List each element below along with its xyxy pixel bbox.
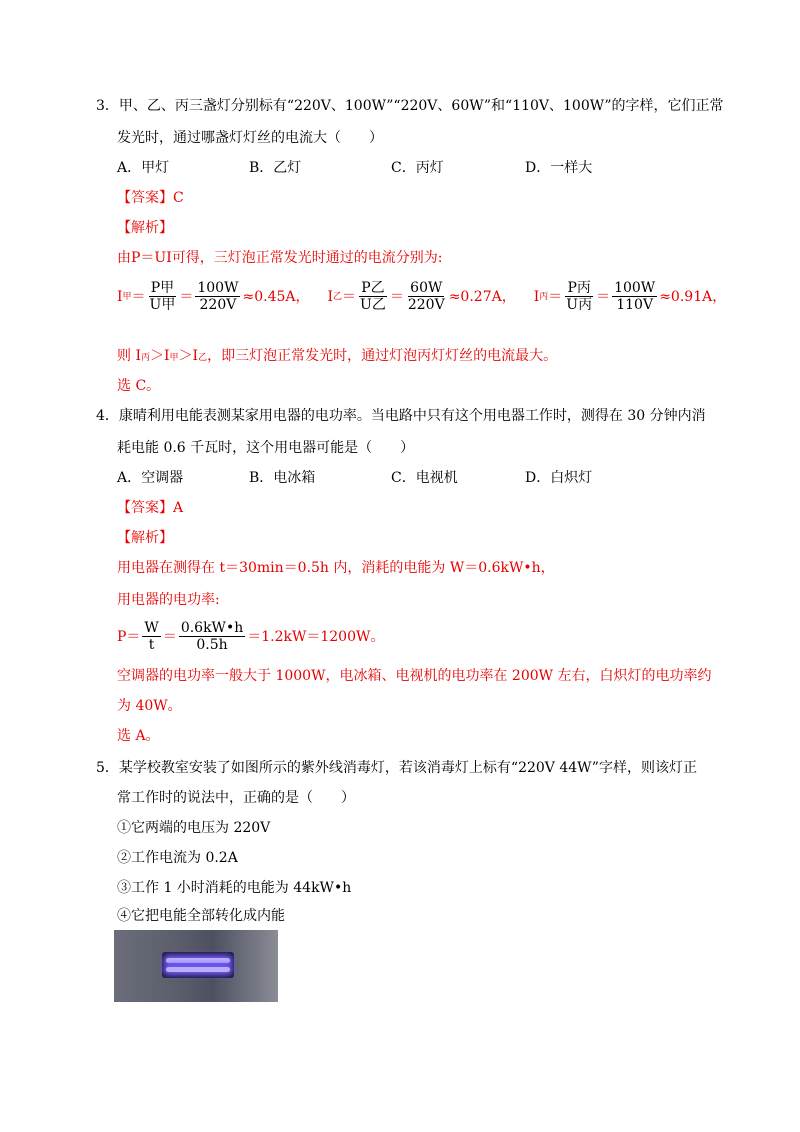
fraction-numerator: P甲	[150, 280, 175, 296]
q3-option-c: C．丙灯	[391, 160, 444, 176]
q5-statement-4: ④它把电能全部转化成内能	[117, 908, 285, 924]
q5-stem-line1: 5．某学校教室安装了如图所示的紫外线消毒灯，若该消毒灯上标有“220V 44W”字样，则该灯正	[96, 760, 697, 776]
fraction-denominator: U甲	[149, 297, 176, 313]
q3-analysis-line1: 由P＝UI可得，三灯泡正常发光时通过的电流分别为:	[117, 250, 443, 266]
q4-stem-line2: 耗电能 0.6 千瓦时，这个用电器可能是（ ）	[117, 440, 415, 456]
fraction	[612, 280, 657, 313]
text-part: ＞I	[150, 348, 170, 364]
q3-formula-1	[117, 280, 310, 313]
q3-formula-3	[534, 280, 727, 313]
formula-subscript: 丙	[539, 291, 549, 302]
q4-option-d: D．白炽灯	[525, 470, 593, 486]
q4-analysis-line4: 为 40W。	[117, 698, 182, 714]
text-part: ，即三灯泡正常发光时，通过灯泡丙灯灯丝的电流最大。	[207, 348, 558, 364]
fraction-numerator: P乙	[361, 280, 385, 296]
formula-symbol: P＝	[117, 628, 141, 645]
formula-subscript: 乙	[333, 291, 343, 302]
uv-tube	[166, 958, 230, 963]
fraction-numerator: 100W	[614, 280, 656, 296]
formula-equals: ＝	[548, 288, 563, 305]
fraction	[148, 280, 178, 313]
q3-answer: 【答案】C	[117, 190, 184, 206]
q4-choice: 选 A。	[117, 728, 160, 744]
q4-option-a: A．空调器	[117, 470, 184, 486]
uv-tube	[166, 967, 230, 972]
q4-answer: 【答案】A	[117, 500, 184, 516]
fraction-denominator: t	[148, 637, 155, 653]
q3-formula-row	[117, 280, 744, 313]
q3-options	[117, 158, 677, 178]
formula-equals: ＝	[131, 288, 146, 305]
formula-equals: ＝	[162, 628, 177, 645]
q4-option-c: C．电视机	[391, 470, 458, 486]
q4-formula	[117, 620, 384, 653]
fraction-denominator: 220V	[407, 297, 445, 313]
q5-statement-2: ②工作电流为 0.2A	[117, 850, 238, 866]
fraction-numerator: 60W	[410, 280, 443, 296]
fraction-denominator: 0.5h	[196, 637, 228, 653]
text-part: 则 I	[117, 348, 141, 364]
text-part: ＞I	[178, 348, 199, 364]
formula-result: ＝1.2kW＝1200W。	[247, 628, 385, 645]
subscript: 甲	[169, 353, 179, 363]
q5-stem-line2: 常工作时的说法中，正确的是（ ）	[117, 790, 355, 806]
formula-equals: ＝	[596, 288, 611, 305]
formula-subscript: 甲	[122, 291, 132, 302]
q3-stem-line2: 发光时，通过哪盏灯灯丝的电流大（ ）	[117, 130, 383, 146]
fraction	[179, 620, 245, 653]
q4-analysis-line2: 用电器的电功率:	[117, 592, 220, 608]
fraction	[142, 620, 160, 653]
subscript: 乙	[198, 353, 208, 363]
fraction-denominator: U丙	[566, 297, 593, 313]
formula-result: ≈0.91A，	[659, 288, 727, 305]
formula-result: ≈0.45A，	[242, 288, 310, 305]
q3-choice: 选 C。	[117, 378, 161, 394]
formula-equals: ＝	[389, 288, 404, 305]
q3-option-a: A．甲灯	[117, 160, 170, 176]
q4-option-b: B．电冰箱	[249, 470, 316, 486]
formula-symbol: I	[117, 288, 123, 305]
q4-options	[117, 468, 677, 488]
formula-equals: ＝	[342, 288, 357, 305]
fraction	[564, 280, 594, 313]
q4-analysis-label: 【解析】	[117, 530, 173, 546]
fraction-numerator: W	[144, 620, 159, 636]
fraction-numerator: 100W	[197, 280, 239, 296]
fraction	[406, 280, 447, 313]
fraction-denominator: 110V	[616, 297, 654, 313]
q3-analysis-conclusion	[117, 346, 557, 368]
q4-analysis-line1: 用电器在测得在 t＝30min＝0.5h 内，消耗的电能为 W＝0.6kW•h，	[117, 560, 555, 576]
q3-formula-2	[328, 280, 516, 313]
fraction-denominator: U乙	[360, 297, 386, 313]
fraction	[195, 280, 240, 313]
q4-stem-line1: 4．康晴利用电能表测某家用电器的电功率。当电路中只有这个用电器工作时，测得在 30 分钟内消	[96, 408, 706, 424]
q3-analysis-label: 【解析】	[117, 220, 173, 236]
fraction	[358, 280, 388, 313]
fraction-numerator: 0.6kW•h	[180, 620, 244, 636]
q4-analysis-line3: 空调器的电功率一般大于 1000W，电冰箱、电视机的电功率在 200W 左右，白炽灯的电功率约	[117, 668, 712, 684]
fraction-denominator: 220V	[199, 297, 237, 313]
fraction-numerator: P丙	[567, 280, 591, 296]
q3-option-b: B．乙灯	[249, 160, 302, 176]
q5-statement-1: ①它两端的电压为 220V	[117, 820, 271, 836]
uv-lamp-photo	[114, 930, 278, 1002]
subscript: 丙	[140, 353, 150, 363]
formula-symbol: I	[533, 288, 540, 305]
q3-option-d: D．一样大	[525, 160, 593, 176]
formula-equals: ＝	[179, 288, 194, 305]
formula-symbol: I	[327, 288, 334, 305]
formula-result: ≈0.27A，	[448, 288, 516, 305]
q5-statement-3: ③工作 1 小时消耗的电能为 44kW•h	[117, 880, 352, 896]
q3-stem-line1: 3．甲、乙、丙三盏灯分别标有“220V、100W”“220V、60W”和“110V、100W”的字样，它们正常	[96, 98, 724, 114]
uv-lamp-fixture	[162, 952, 234, 978]
